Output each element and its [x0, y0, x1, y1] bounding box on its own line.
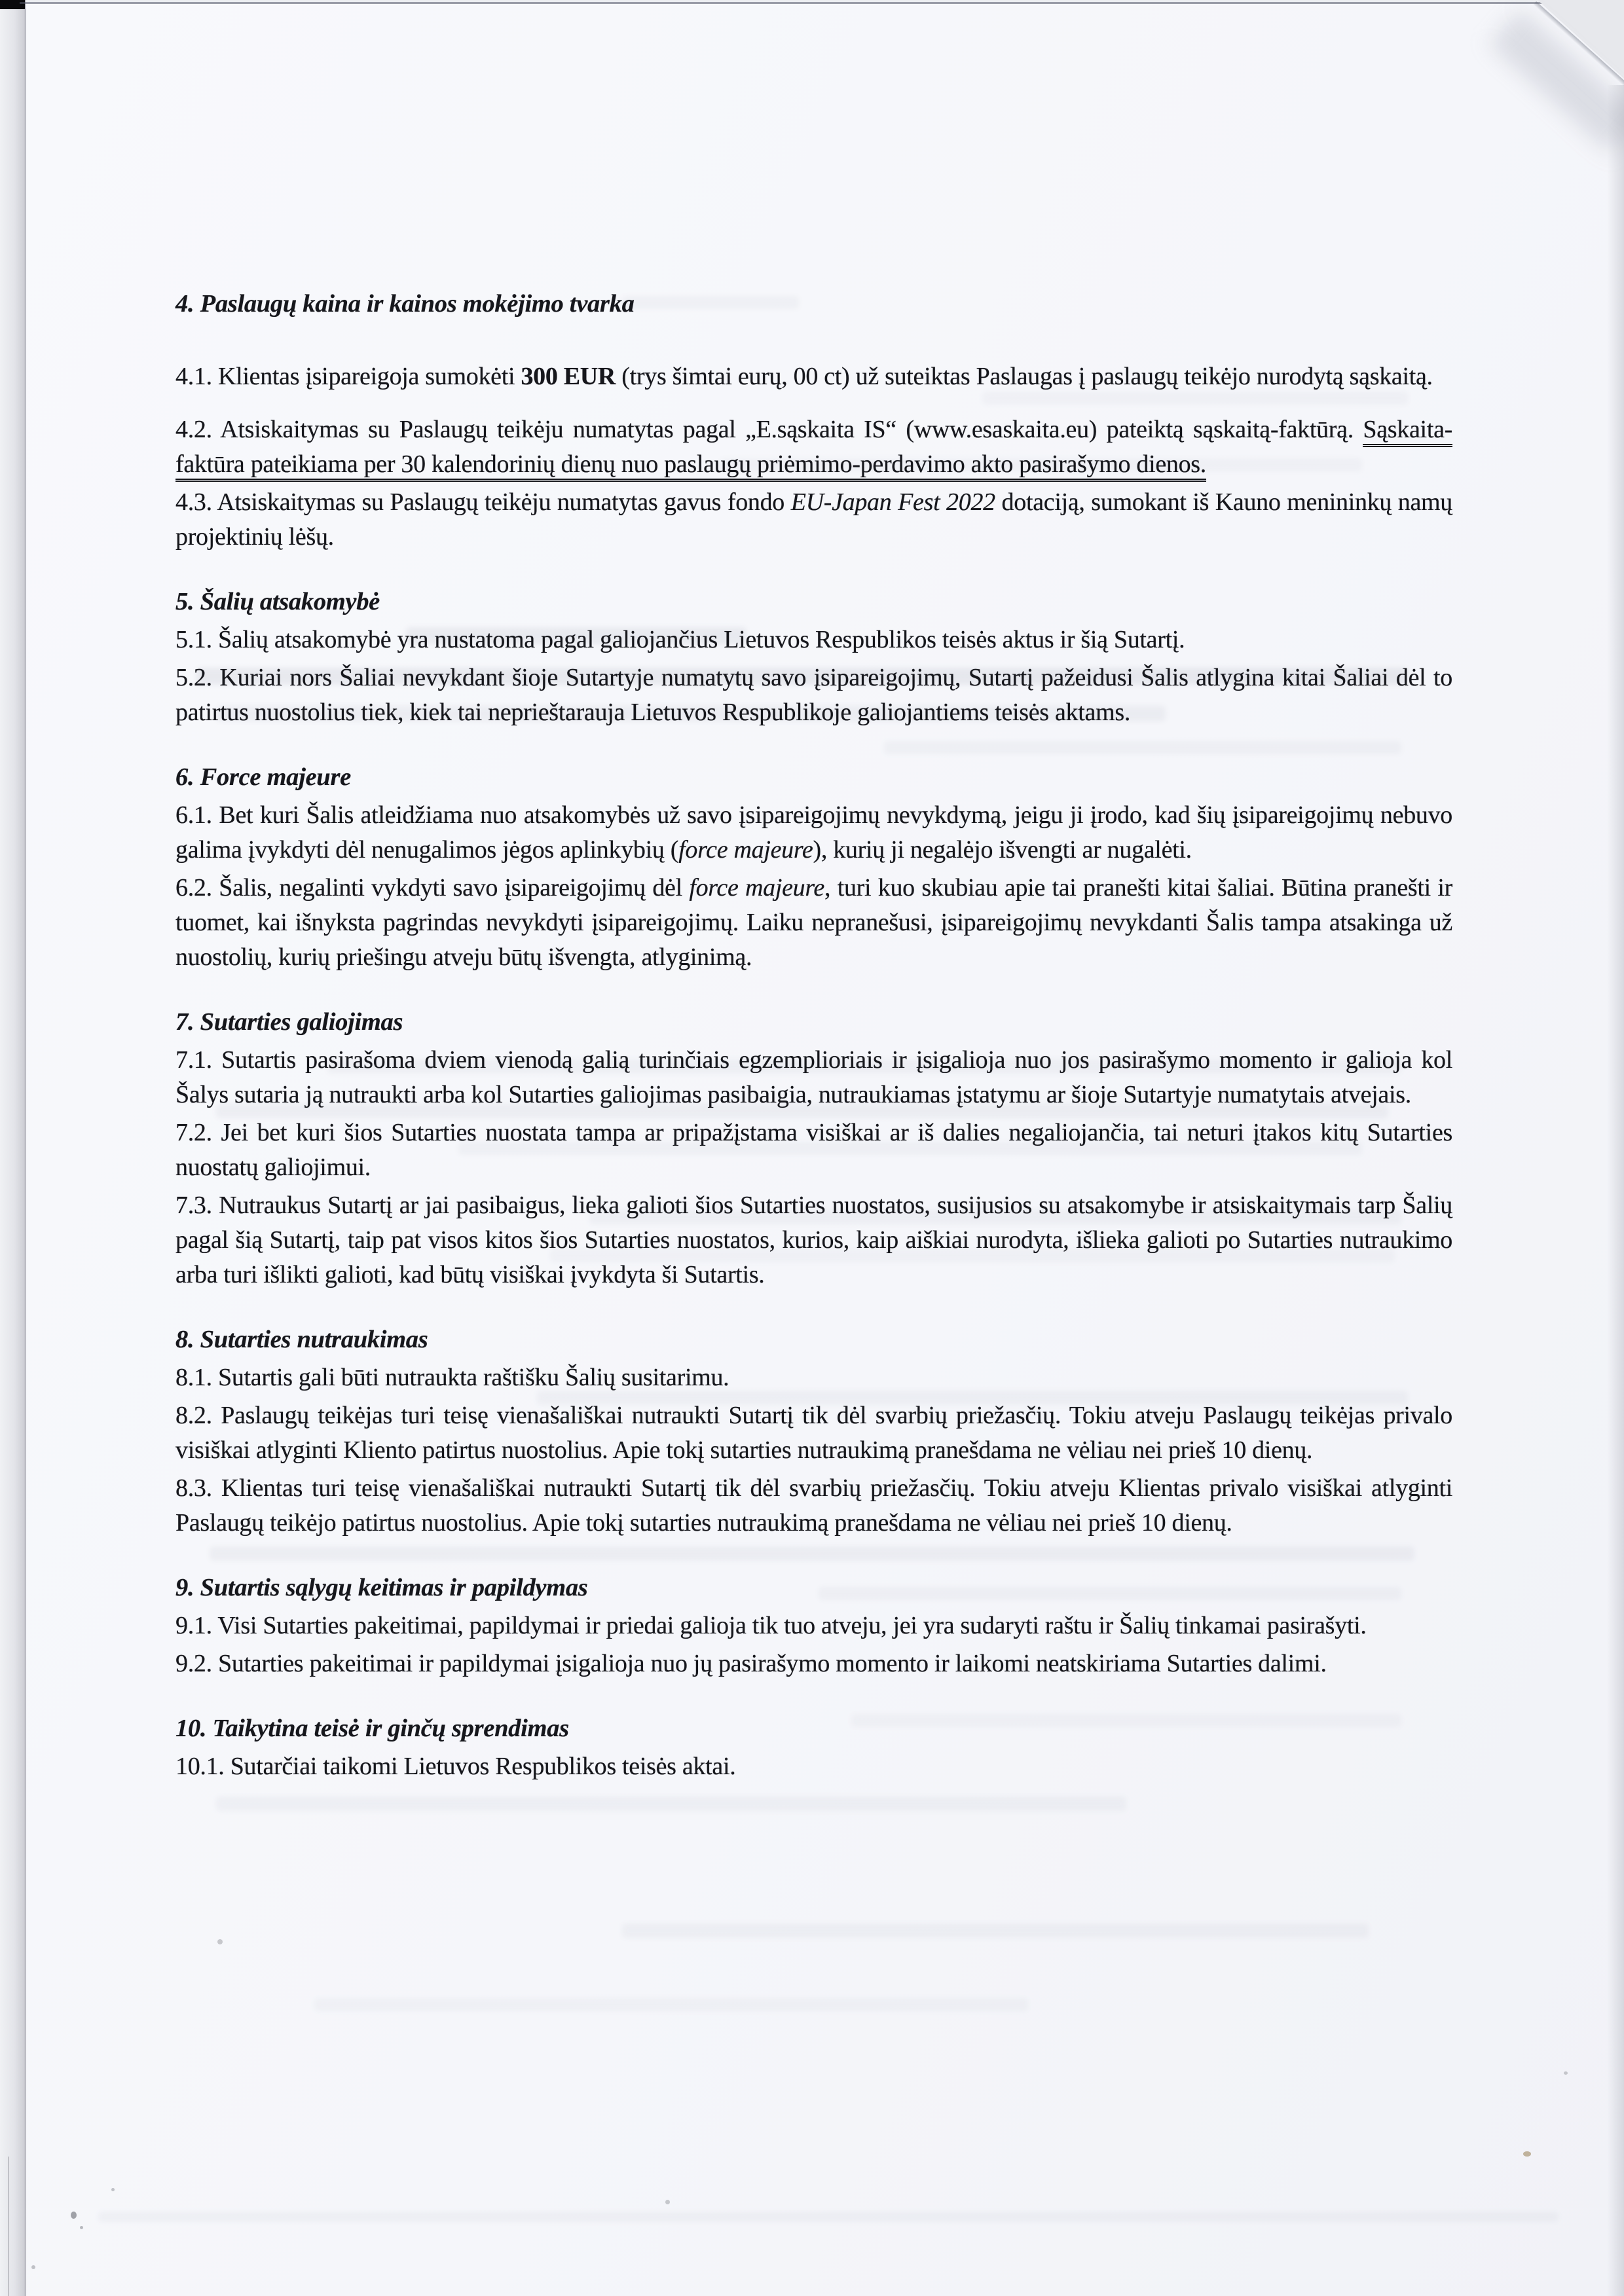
contract-section-6 — [175, 760, 1452, 975]
paragraph — [175, 1398, 1452, 1468]
paragraph — [175, 412, 1452, 482]
paragraph — [175, 798, 1452, 867]
section-heading: 10. Taikytina teisė ir ginčų sprendimas — [175, 1715, 569, 1742]
text-run: 7.1. Sutartis pasirašoma dviem vienodą galią turinčiais egzemplioriais ir įsigalioja nuo jos pasirašymo momento ir galioja kol Šalys sutaria ją nutraukti arba kol Sutarties galiojimas pasibaigia, nutraukiamas įstatymu ar šioje Sutartyje numatytais atvejais. — [175, 1046, 1452, 1108]
paragraph — [175, 1647, 1452, 1681]
contract-section-10 — [175, 1711, 1452, 1784]
italic-term: force majeure — [678, 836, 813, 864]
section-heading: 8. Sutarties nutraukimas — [175, 1326, 428, 1353]
section-heading: 6. Force majeure — [175, 763, 351, 791]
paragraph — [175, 1609, 1452, 1643]
underlined-clause: Sąskaita-faktūra pateikiama per 30 kalendorinių dienų nuo paslaugų priėmimo-perdavimo akto pasirašymo dienos. — [175, 416, 1452, 482]
section-heading: 5. Šalių atsakomybė — [175, 588, 380, 615]
text-run: 10.1. Sutarčiai taikomi Lietuvos Respublikos teisės aktai. — [175, 1753, 736, 1780]
scanner-bed-left-strip — [0, 0, 26, 2296]
page-right-edge-shadow — [1607, 85, 1624, 2296]
text-run: 6.2. Šalis, negalinti vykdyti savo įsipareigojimų dėl — [175, 874, 690, 902]
section-heading: 7. Sutarties galiojimas — [175, 1008, 403, 1036]
section-heading: 9. Sutartis sąlygų keitimas ir papildymas — [175, 1574, 588, 1601]
text-run: 7.2. Jei bet kuri šios Sutarties nuostata tampa ar pripažįstama visiškai ar iš dalies negaliojančia, tai neturi įtakos kitų Sutarties nuostatų galiojimui. — [175, 1119, 1452, 1181]
paragraph — [175, 1043, 1452, 1112]
paragraph — [175, 871, 1452, 975]
contract-section-7 — [175, 1005, 1452, 1292]
paragraph — [175, 661, 1452, 730]
text-run: 4.2. Atsiskaitymas su Paslaugų teikėju numatytas pagal „E.sąskaita IS“ (www.esaskaita.eu) pateiktą sąskaitą-faktūrą. — [175, 416, 1363, 443]
paragraph — [175, 1116, 1452, 1185]
text-run: 4.1. Klientas įsipareigoja sumokėti — [175, 363, 521, 390]
text-run: 9.1. Visi Sutarties pakeitimai, papildymai ir priedai galioja tik tuo atveju, jei yra sudaryti raštu ir Šalių tinkamai pasirašyti. — [175, 1612, 1367, 1639]
italic-term: force majeure — [689, 874, 825, 902]
text-run: , turi kuo skubiau apie tai pranešti kitai šaliai. Būtina pranešti ir tuomet, kai išnyksta pagrindas nevykdyti įsipareigojimų. Laiku nepranešusi, įsipareigojimų nevykdanti Šalis tampa atsakinga už nuostolių, kurių priešingu atveju būtų išvengta, atlyginimą. — [175, 874, 1452, 971]
text-run: 5.2. Kuriai nors Šaliai nevykdant šioje Sutartyje numatytų savo įsipareigojimų, Sutartį pažeidusi Šalis atlygina kitai Šaliai dėl to patirtus nuostolius tiek, kiek tai neprieštarauja Lietuvos Respublikoje galiojantiems teisės aktams. — [175, 664, 1452, 726]
emphasized-amount: 300 EUR — [521, 363, 616, 390]
text-run: dotaciją, sumokant iš Kauno menininkų namų projektinių lėšų. — [175, 488, 1453, 551]
section-heading: 4. Paslaugų kaina ir kainos mokėjimo tvarka — [175, 290, 635, 318]
paragraph — [175, 1749, 1452, 1784]
text-run: 7.3. Nutraukus Sutartį ar jai pasibaigus, lieka galioti šios Sutarties nuostatos, susijusios su atsakomybe ir atsiskaitymais tarp Šalių pagal šią Sutartį, taip pat visos kitos šios Sutarties nuostatos, kurios, kaip aiškiai nurodyta, išlieka galioti po Sutarties nutraukimo arba turi išlikti galioti, kad būtų visiškai įvykdyta ši Sutartis. — [175, 1192, 1452, 1288]
text-run: 9.2. Sutarties pakeitimai ir papildymai įsigalioja nuo jų pasirašymo momento ir laikomi neatskiriama Sutarties dalimi. — [175, 1650, 1327, 1677]
text-run: 6.1. Bet kuri Šalis atleidžiama nuo atsakomybės už savo įsipareigojimų nevykdymą, jeigu ji įrodo, kad šių įsipareigojimų nebuvo galima įvykdyti dėl nenugalimos jėgos aplinkybių ( — [175, 801, 1452, 864]
paragraph — [175, 1360, 1452, 1395]
contract-section-8 — [175, 1322, 1452, 1540]
text-run: 4.3. Atsiskaitymas su Paslaugų teikėju numatytas gavus fondo — [175, 488, 791, 516]
text-run: 8.1. Sutartis gali būti nutraukta raštišku Šalių susitarimu. — [175, 1364, 729, 1391]
contract-section-5 — [175, 585, 1452, 730]
paragraph — [175, 485, 1452, 555]
text-run: 8.2. Paslaugų teikėjas turi teisę vienašališkai nutraukti Sutartį tik dėl svarbių priežasčių. Tokiu atveju Paslaugų teikėjas privalo visiškai atlyginti Kliento patirtus nuostolius. Apie tokį sutarties nutraukimą pranešdama ne vėliau nei prieš 10 dienų. — [175, 1402, 1452, 1464]
paragraph — [175, 1188, 1452, 1292]
pressure-line-artifact — [8, 2157, 9, 2296]
text-run: (trys šimtai eurų, 00 ct) už suteiktas Paslaugas į paslaugų teikėjo nurodytą sąskaitą. — [616, 363, 1433, 390]
contract-section-9 — [175, 1571, 1452, 1681]
text-run: ), kurių ji negalėjo išvengti ar nugalėti. — [813, 836, 1192, 864]
paragraph — [175, 1471, 1452, 1540]
paragraph — [175, 359, 1452, 394]
contract-text — [175, 0, 1452, 1784]
paragraph — [175, 623, 1452, 657]
contract-section-4 — [175, 287, 1452, 555]
text-run: 5.1. Šalių atsakomybė yra nustatoma pagal galiojančius Lietuvos Respublikos teisės aktus ir šią Sutartį. — [175, 626, 1185, 653]
italic-term: EU-Japan Fest 2022 — [790, 488, 995, 516]
text-run: 8.3. Klientas turi teisę vienašališkai nutraukti Sutartį tik dėl svarbių priežasčių. Tokiu atveju Klientas privalo visiškai atlyginti Paslaugų teikėjo patirtus nuostolius. Apie tokį sutarties nutraukimą pranešdama ne vėliau nei prieš 10 dienų. — [175, 1474, 1452, 1537]
